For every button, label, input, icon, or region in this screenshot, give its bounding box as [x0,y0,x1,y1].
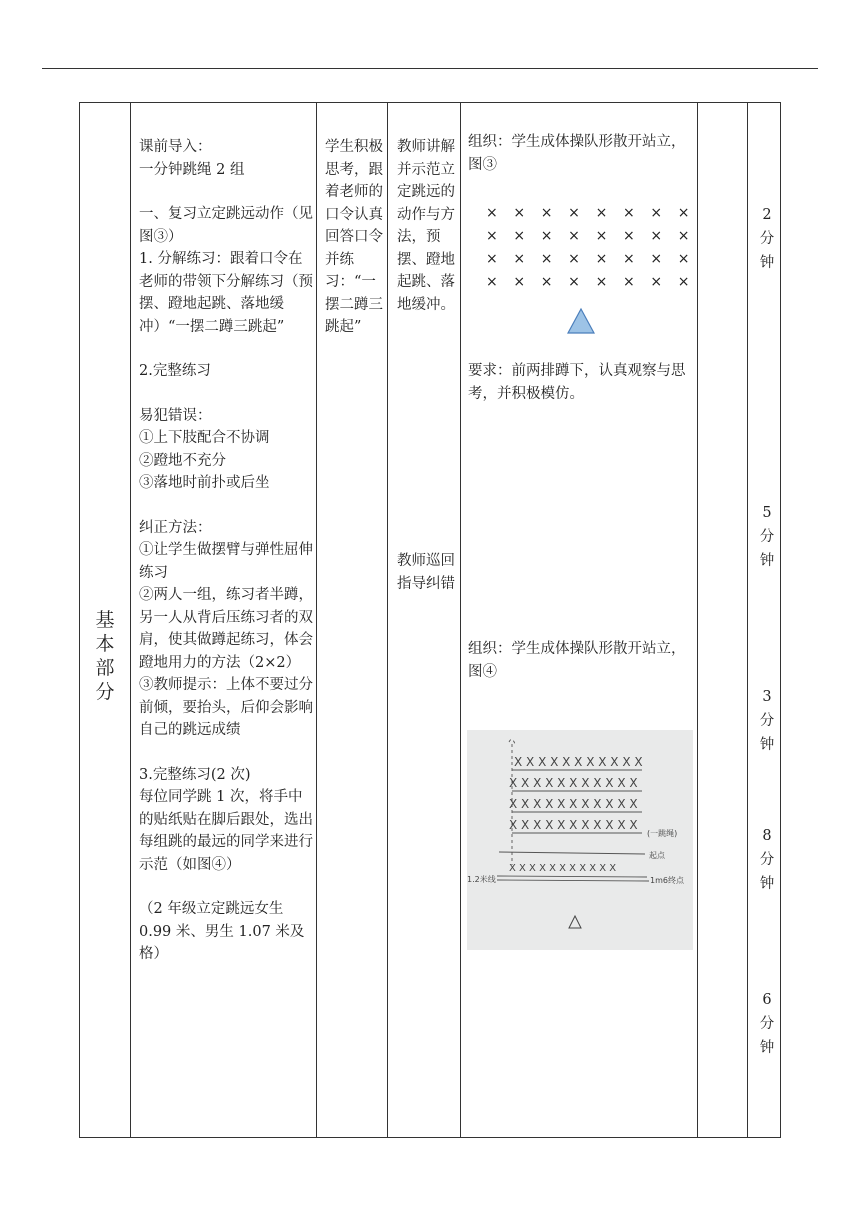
teacher-triangle-icon [567,307,595,335]
svg-text:X X X X X X X X X X X: X X X X X X X X X X X [509,818,638,832]
fix-title: 纠正方法： [139,519,212,536]
svg-text:X X X X X X X X X X X: X X X X X X X X X X X [509,797,638,811]
requirement-block [468,360,696,405]
svg-text:X X X X X X X X X X X: X X X X X X X X X X X [509,776,638,790]
header-rule [42,68,818,69]
organization-column [468,131,694,176]
student-mark: × [513,273,526,290]
student-mark: × [595,273,608,290]
student-activity: 学生积极思考，跟着老师的口令认真回答口令并练习：“一摆二蹲三跳起” [325,139,383,335]
teacher-column [397,136,455,316]
fix-item: ②两人一组，练习者半蹲，另一人从背后压练习者的双肩，使其做蹲起练习，体会蹬地用力的方法（2×2） [139,587,313,671]
step-2: 2.完整练习 [139,363,211,379]
student-mark: × [540,250,553,267]
formation-grid [486,201,705,293]
formation-photo [467,730,693,950]
time-entry: 5 分 钟 [759,505,775,569]
column-divider [460,103,461,1137]
student-mark: × [622,227,635,244]
student-mark: × [568,204,580,221]
student-mark: × [595,227,608,244]
student-mark: × [568,227,580,244]
step-3-title: 3.完整练习(2 次) [139,766,251,783]
student-mark: × [486,204,498,221]
svg-text:X X X X X X X X X X X: X X X X X X X X X X X [509,863,617,874]
student-mark: × [622,273,635,290]
step-3-body: 每位同学跳 1 次，将手中的贴纸贴在脚后跟处，选出每组跳的最远的同学来进行示范（如图④） [139,789,313,873]
pass-standard: （2 年级立定跳远女生 0.99 米、男生 1.07 米及格） [139,901,305,962]
section-label: 基 本 部 分 [95,609,115,703]
error-item: ①上下肢配合不协调 [139,430,270,446]
student-mark: × [650,273,663,290]
lesson-table [79,102,781,1138]
student-mark: × [540,273,553,290]
errors-title: 易犯错误： [139,407,212,424]
formation-row [486,224,705,247]
formation-row [486,270,705,293]
intro-item: 一分钟跳绳 2 组 [139,161,245,178]
student-mark: × [595,204,608,221]
svg-text:X X X X X X X X X X X: X X X X X X X X X X X [514,755,643,769]
intro-title: 课前导入： [139,139,212,155]
student-mark: × [622,250,635,267]
student-mark: × [513,204,526,221]
student-mark: × [677,273,690,290]
end-label: 1m6终点 [650,876,684,885]
organization-block [468,638,694,683]
student-mark: × [650,204,663,221]
column-divider [747,103,748,1137]
student-mark: × [568,250,580,267]
student-mark: × [540,227,553,244]
step-1: 1. 分解练习：跟着口令在老师的带领下分解练习（预摆、蹬地起跳、落地缓冲）“一摆二蹲三跳起” [139,251,313,335]
time-entry: 8 分 钟 [759,828,775,892]
formation-row [486,247,705,270]
teacher-tour: 教师巡回指导纠错 [397,553,455,592]
student-mark: × [677,250,690,267]
column-divider [130,103,131,1137]
student-column [325,136,383,339]
column-divider [316,103,317,1137]
teacher-column [397,550,455,595]
student-mark: × [513,250,526,267]
review-title: 一、复习立定跳远动作（见图③） [139,206,313,245]
error-item: ③落地时前扑或后坐 [139,475,270,491]
time-entry: 2 分 钟 [759,207,775,271]
student-mark: × [568,273,580,290]
student-mark: × [540,204,553,221]
organization-fig3: 组织：学生成体操队形散开站立，图③ [468,134,686,173]
teacher-triangle-icon [569,916,581,928]
teacher-demo: 教师讲解并示范立定跳远的动作与方法，预摆、蹬地起跳、落地缓冲。 [397,139,455,313]
requirement-text: 要求：前两排蹲下，认真观察与思考，并积极模仿。 [468,363,686,402]
student-mark: × [650,250,663,267]
student-mark: × [650,227,663,244]
student-mark: × [595,250,608,267]
organization-fig4: 组织：学生成体操队形散开站立，图④ [468,641,686,680]
student-mark: × [486,227,498,244]
student-mark: × [677,204,690,221]
student-mark: × [622,204,635,221]
left-line-label: 1.2米线 [467,875,496,884]
student-mark: × [513,227,526,244]
content-column [139,136,313,966]
start-label: 起点 [649,851,665,860]
student-mark: × [677,227,690,244]
student-mark: × [486,250,498,267]
student-mark: × [486,273,498,290]
formation-row [486,201,705,224]
column-divider [387,103,388,1137]
fix-item: ③教师提示：上体不要过分前倾，要抬头，后仰会影响自己的跳远成绩 [139,677,313,738]
time-entry: 3 分 钟 [759,689,775,753]
time-entry: 6 分 钟 [759,992,775,1056]
hand-drawn-formation-icon [467,730,693,950]
error-item: ②蹬地不充分 [139,452,226,469]
fix-item: ①让学生做摆臂与弹性屈伸练习 [139,542,313,581]
rope-label: (一跳绳) [647,829,678,838]
